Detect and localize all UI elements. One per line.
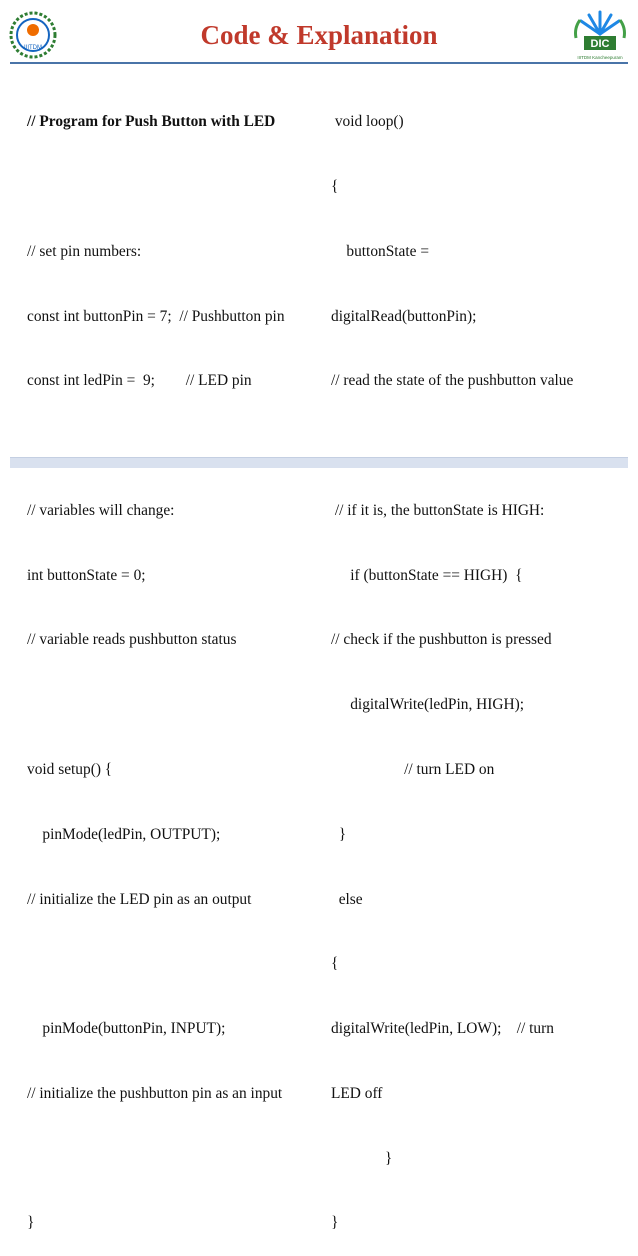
code-line: if (buttonState == HIGH) { xyxy=(331,566,523,584)
code-line: // turn LED on xyxy=(331,761,495,778)
code-line: LED off xyxy=(331,1084,383,1102)
right-code-column xyxy=(331,68,573,1256)
code-line: int buttonState = 0; xyxy=(27,566,146,584)
code-line: { xyxy=(331,955,339,973)
dic-logo-icon xyxy=(570,8,630,64)
code-line xyxy=(331,435,573,457)
header-divider xyxy=(10,62,628,64)
code-line xyxy=(27,435,285,457)
svg-text:DIC: DIC xyxy=(590,38,610,50)
page-title: Code & Explanation xyxy=(200,20,438,50)
code-line: // initialize the LED pin as an output xyxy=(27,890,252,908)
code-line: // set pin numbers: xyxy=(27,242,142,260)
code-line: buttonState = xyxy=(331,242,430,260)
code-line xyxy=(27,953,285,975)
code-line: const int ledPin = 9; // LED pin xyxy=(27,372,252,390)
left-code-column xyxy=(27,68,285,1256)
footer-bar xyxy=(10,457,628,468)
code-line: void setup() { xyxy=(27,761,113,778)
code-line: } xyxy=(331,1214,339,1232)
code-line: } xyxy=(331,825,347,843)
code-line: } xyxy=(27,1214,35,1232)
code-line: else xyxy=(331,890,363,908)
code-line: digitalWrite(ledPin, HIGH); xyxy=(331,696,525,714)
code-line xyxy=(27,176,285,198)
code-line: digitalRead(buttonPin); xyxy=(331,307,477,325)
code-line: { xyxy=(331,177,339,195)
code-line xyxy=(27,694,285,716)
code-line: digitalWrite(ledPin, LOW); // turn xyxy=(331,1020,554,1038)
code-line: // variable reads pushbutton status xyxy=(27,631,237,649)
code-line: // read the state of the pushbutton value xyxy=(331,372,574,390)
code-line: } xyxy=(331,1149,393,1167)
code-line: // Program for Push Button with LED xyxy=(27,113,276,131)
code-line: // check if the pushbutton is pressed xyxy=(331,631,552,649)
svg-text:IIITDM Kancheepuram: IIITDM Kancheepuram xyxy=(577,55,623,60)
code-line: void loop() xyxy=(331,113,404,131)
code-line: // initialize the pushbutton pin as an input xyxy=(27,1084,283,1102)
code-line: const int buttonPin = 7; // Pushbutton pin xyxy=(27,307,285,325)
code-line xyxy=(27,1148,285,1170)
svg-text:IIITDM: IIITDM xyxy=(24,45,42,51)
code-line: pinMode(ledPin, OUTPUT); xyxy=(27,825,221,843)
code-line: // variables will change: xyxy=(27,501,175,519)
code-line: pinMode(buttonPin, INPUT); xyxy=(27,1020,226,1038)
code-line: // if it is, the buttonState is HIGH: xyxy=(331,501,545,519)
